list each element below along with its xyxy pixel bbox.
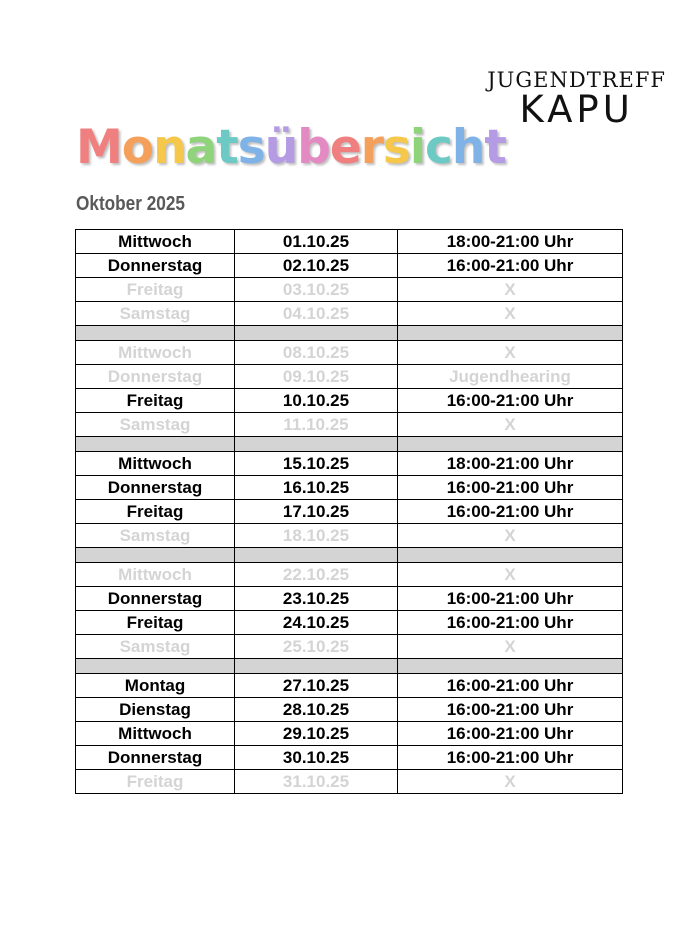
time-cell: 16:00-21:00 Uhr [398,722,623,746]
date-cell: 08.10.25 [235,341,398,365]
jugendtreff-kapu-logo [487,68,666,131]
title-letter: M [76,120,122,175]
table-row [76,452,623,476]
time-cell: X [398,635,623,659]
table-row [76,674,623,698]
table-row [76,746,623,770]
day-cell: Donnerstag [76,254,235,278]
table-row [76,587,623,611]
title-letter: o [121,120,154,175]
time-cell: X [398,524,623,548]
separator-cell [76,437,235,452]
day-cell: Freitag [76,611,235,635]
page-title [76,120,506,175]
table-row [76,365,623,389]
table-row [76,476,623,500]
table-row [76,635,623,659]
date-cell: 01.10.25 [235,230,398,254]
date-cell: 27.10.25 [235,674,398,698]
day-cell: Donnerstag [76,587,235,611]
logo-line-2: KAPU [519,88,634,131]
separator-cell [235,326,398,341]
title-letter: i [409,120,426,175]
title-letter: r [360,120,383,175]
day-cell: Samstag [76,524,235,548]
title-letter: b [297,120,330,175]
table-row [76,500,623,524]
day-cell: Donnerstag [76,476,235,500]
date-cell: 29.10.25 [235,722,398,746]
week-separator-row [76,548,623,563]
date-cell: 31.10.25 [235,770,398,794]
date-cell: 24.10.25 [235,611,398,635]
time-cell: 16:00-21:00 Uhr [398,254,623,278]
time-cell: X [398,770,623,794]
day-cell: Mittwoch [76,722,235,746]
time-cell: 16:00-21:00 Uhr [398,611,623,635]
date-cell: 30.10.25 [235,746,398,770]
day-cell: Mittwoch [76,563,235,587]
separator-cell [76,659,235,674]
time-cell: 18:00-21:00 Uhr [398,230,623,254]
date-cell: 28.10.25 [235,698,398,722]
day-cell: Freitag [76,389,235,413]
title-letter: h [451,120,485,175]
week-separator-row [76,659,623,674]
time-cell: X [398,563,623,587]
title-letter: c [425,120,452,175]
day-cell: Donnerstag [76,746,235,770]
table-row [76,278,623,302]
separator-cell [235,548,398,563]
table-row [76,563,623,587]
day-cell: Freitag [76,278,235,302]
day-cell: Samstag [76,413,235,437]
time-cell: X [398,341,623,365]
date-cell: 15.10.25 [235,452,398,476]
week-separator-row [76,437,623,452]
day-cell: Donnerstag [76,365,235,389]
table-row [76,230,623,254]
day-cell: Dienstag [76,698,235,722]
table-row [76,341,623,365]
time-cell: X [398,278,623,302]
week-separator-row [76,326,623,341]
time-cell: 16:00-21:00 Uhr [398,674,623,698]
title-letter: s [237,120,265,175]
title-letter: e [329,120,361,175]
date-cell: 03.10.25 [235,278,398,302]
title-letter: a [185,120,217,175]
day-cell: Samstag [76,302,235,326]
title-letter: t [216,120,238,175]
time-cell: X [398,302,623,326]
date-cell: 17.10.25 [235,500,398,524]
time-cell: Jugendhearing [398,365,623,389]
table-row [76,254,623,278]
separator-cell [398,326,623,341]
date-cell: 23.10.25 [235,587,398,611]
date-cell: 22.10.25 [235,563,398,587]
month-subtitle: Oktober 2025 [76,193,185,215]
title-letter: ü [264,120,298,175]
date-cell: 04.10.25 [235,302,398,326]
table-row [76,698,623,722]
day-cell: Montag [76,674,235,698]
time-cell: X [398,413,623,437]
time-cell: 16:00-21:00 Uhr [398,500,623,524]
separator-cell [235,659,398,674]
time-cell: 16:00-21:00 Uhr [398,698,623,722]
separator-cell [398,437,623,452]
date-cell: 02.10.25 [235,254,398,278]
schedule-table [75,229,623,794]
day-cell: Freitag [76,770,235,794]
title-letter: t [484,120,506,175]
table-row [76,611,623,635]
date-cell: 11.10.25 [235,413,398,437]
separator-cell [398,548,623,563]
table-row [76,770,623,794]
title-letter: s [382,120,410,175]
time-cell: 16:00-21:00 Uhr [398,476,623,500]
table-row [76,389,623,413]
date-cell: 16.10.25 [235,476,398,500]
date-cell: 25.10.25 [235,635,398,659]
table-row [76,524,623,548]
table-row [76,722,623,746]
time-cell: 18:00-21:00 Uhr [398,452,623,476]
table-row [76,413,623,437]
date-cell: 18.10.25 [235,524,398,548]
date-cell: 09.10.25 [235,365,398,389]
day-cell: Mittwoch [76,230,235,254]
time-cell: 16:00-21:00 Uhr [398,746,623,770]
day-cell: Samstag [76,635,235,659]
day-cell: Freitag [76,500,235,524]
separator-cell [235,437,398,452]
logo-line-1: JUGENDTREFF [487,68,666,92]
separator-cell [398,659,623,674]
separator-cell [76,548,235,563]
date-cell: 10.10.25 [235,389,398,413]
table-row [76,302,623,326]
day-cell: Mittwoch [76,452,235,476]
time-cell: 16:00-21:00 Uhr [398,587,623,611]
day-cell: Mittwoch [76,341,235,365]
separator-cell [76,326,235,341]
time-cell: 16:00-21:00 Uhr [398,389,623,413]
title-letter: n [153,120,186,175]
